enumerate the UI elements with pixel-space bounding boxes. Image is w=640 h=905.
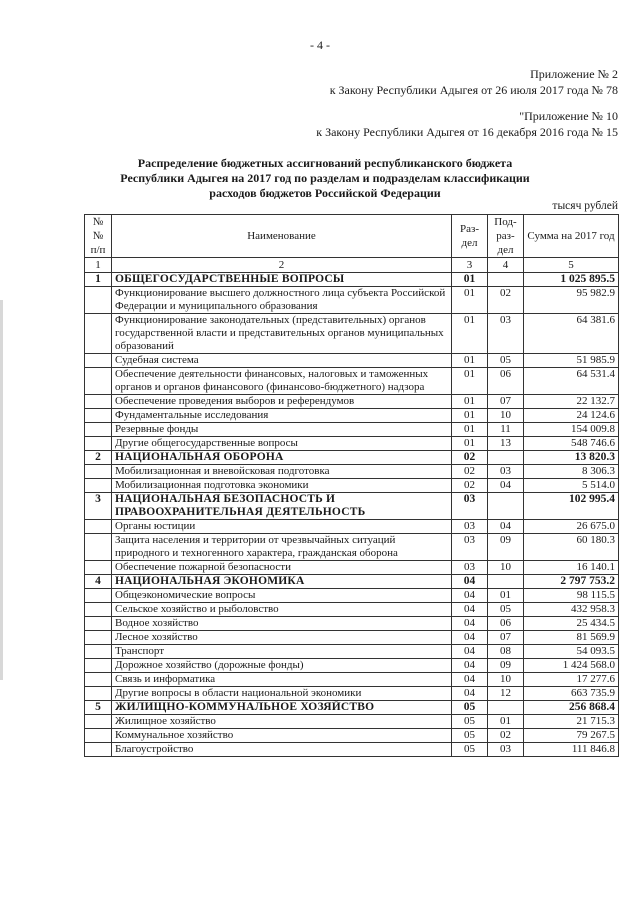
row-subsection-code: 09 [488, 534, 524, 561]
table-row [85, 314, 619, 354]
row-section-code: 01 [452, 395, 488, 409]
row-sum: 663 735.9 [524, 687, 619, 701]
row-name: НАЦИОНАЛЬНАЯ ОБОРОНА [112, 451, 452, 465]
row-number [85, 409, 112, 423]
row-sum: 1 025 895.5 [524, 273, 619, 287]
row-subsection-code: 05 [488, 354, 524, 368]
row-subsection-code: 10 [488, 561, 524, 575]
row-number [85, 314, 112, 354]
row-name: НАЦИОНАЛЬНАЯ БЕЗОПАСНОСТЬ И ПРАВООХРАНИТЕЛЬНАЯ ДЕЯТЕЛЬНОСТЬ [112, 493, 452, 520]
header-section: Раз- дел [452, 215, 488, 258]
row-sum: 60 180.3 [524, 534, 619, 561]
row-sum: 81 569.9 [524, 631, 619, 645]
row-number [85, 687, 112, 701]
row-subsection-code: 04 [488, 520, 524, 534]
budget-table [84, 214, 619, 757]
title-line-1: Распределение бюджетных ассигнований республиканского бюджета [137, 156, 513, 170]
row-name: Фундаментальные исследования [112, 409, 452, 423]
row-number [85, 631, 112, 645]
row-number [85, 395, 112, 409]
row-section-code: 03 [452, 534, 488, 561]
table-body [85, 273, 619, 757]
row-subsection-code: 06 [488, 368, 524, 395]
appendix-current-law: к Закону Республики Адыгея от 26 июля 2017 года № 78 [329, 83, 618, 97]
table-section-row [85, 493, 619, 520]
row-name: Судебная система [112, 354, 452, 368]
table-section-row [85, 273, 619, 287]
appendix-current-number: Приложение № 2 [530, 67, 618, 81]
table-header-row [85, 215, 619, 258]
units-label: тысяч рублей [552, 200, 618, 212]
table-row [85, 479, 619, 493]
row-number [85, 589, 112, 603]
table-section-row [85, 575, 619, 589]
row-number: 5 [85, 701, 112, 715]
row-number [85, 561, 112, 575]
table-index-row [85, 258, 619, 273]
table-row [85, 589, 619, 603]
row-section-code: 01 [452, 368, 488, 395]
row-number [85, 534, 112, 561]
table-row [85, 631, 619, 645]
row-name: Сельское хозяйство и рыболовство [112, 603, 452, 617]
row-name: ЖИЛИЩНО-КОММУНАЛЬНОЕ ХОЗЯЙСТВО [112, 701, 452, 715]
index-cell: 1 [85, 258, 112, 273]
row-section-code: 03 [452, 520, 488, 534]
appendix-reference-original [316, 108, 618, 140]
row-section-code: 01 [452, 354, 488, 368]
row-name: Общеэкономические вопросы [112, 589, 452, 603]
row-section-code: 05 [452, 729, 488, 743]
row-subsection-code: 10 [488, 409, 524, 423]
appendix-original-law: к Закону Республики Адыгея от 16 декабря 2016 года № 15 [316, 125, 618, 139]
row-name: ОБЩЕГОСУДАРСТВЕННЫЕ ВОПРОСЫ [112, 273, 452, 287]
table-section-row [85, 451, 619, 465]
table-row [85, 437, 619, 451]
row-name: Защита населения и территории от чрезвычайных ситуаций природного и техногенного характера, гражданская оборона [112, 534, 452, 561]
row-section-code: 01 [452, 423, 488, 437]
row-name: Другие вопросы в области национальной экономики [112, 687, 452, 701]
scan-edge-mark [0, 300, 3, 680]
row-subsection-code: 08 [488, 645, 524, 659]
table-row [85, 354, 619, 368]
table-row [85, 561, 619, 575]
row-sum: 432 958.3 [524, 603, 619, 617]
row-sum: 5 514.0 [524, 479, 619, 493]
row-name: Лесное хозяйство [112, 631, 452, 645]
row-section-code: 04 [452, 631, 488, 645]
row-name: Обеспечение проведения выборов и референдумов [112, 395, 452, 409]
row-name: Органы юстиции [112, 520, 452, 534]
table-row [85, 409, 619, 423]
row-subsection-code: 01 [488, 589, 524, 603]
row-section-code: 04 [452, 575, 488, 589]
row-name: НАЦИОНАЛЬНАЯ ЭКОНОМИКА [112, 575, 452, 589]
row-section-code: 03 [452, 561, 488, 575]
row-section-code: 01 [452, 437, 488, 451]
row-number: 2 [85, 451, 112, 465]
row-subsection-code: 03 [488, 314, 524, 354]
index-cell: 4 [488, 258, 524, 273]
row-subsection-code: 02 [488, 287, 524, 314]
row-number [85, 715, 112, 729]
row-number [85, 729, 112, 743]
index-cell: 2 [112, 258, 452, 273]
row-section-code: 05 [452, 743, 488, 757]
row-number: 4 [85, 575, 112, 589]
row-subsection-code: 09 [488, 659, 524, 673]
table-row [85, 534, 619, 561]
row-sum: 154 009.8 [524, 423, 619, 437]
row-section-code: 05 [452, 701, 488, 715]
row-number [85, 673, 112, 687]
row-subsection-code: 03 [488, 465, 524, 479]
table-row [85, 617, 619, 631]
row-number [85, 479, 112, 493]
row-number [85, 465, 112, 479]
table-row [85, 395, 619, 409]
row-sum: 26 675.0 [524, 520, 619, 534]
index-cell: 5 [524, 258, 619, 273]
row-subsection-code: 01 [488, 715, 524, 729]
row-subsection-code: 10 [488, 673, 524, 687]
row-number [85, 659, 112, 673]
table-row [85, 520, 619, 534]
table-row [85, 659, 619, 673]
row-subsection-code: 03 [488, 743, 524, 757]
row-section-code: 03 [452, 493, 488, 520]
appendix-original-number: "Приложение № 10 [519, 109, 618, 123]
row-subsection-code: 07 [488, 631, 524, 645]
row-sum: 24 124.6 [524, 409, 619, 423]
row-subsection-code [488, 575, 524, 589]
row-section-code: 05 [452, 715, 488, 729]
row-sum: 111 846.8 [524, 743, 619, 757]
row-name: Коммунальное хозяйство [112, 729, 452, 743]
row-number: 3 [85, 493, 112, 520]
row-name: Резервные фонды [112, 423, 452, 437]
row-name: Обеспечение деятельности финансовых, налоговых и таможенных органов и органов финансового (финансово-бюджетного) надзора [112, 368, 452, 395]
row-number [85, 603, 112, 617]
row-subsection-code [488, 451, 524, 465]
row-sum: 8 306.3 [524, 465, 619, 479]
table-row [85, 645, 619, 659]
row-sum: 1 424 568.0 [524, 659, 619, 673]
row-number [85, 617, 112, 631]
header-subsection: Под- раз- дел [488, 215, 524, 258]
row-sum: 16 140.1 [524, 561, 619, 575]
header-sum: Сумма на 2017 год [524, 215, 619, 258]
row-subsection-code [488, 493, 524, 520]
document-title [90, 156, 560, 201]
row-sum: 21 715.3 [524, 715, 619, 729]
title-line-2: Республики Адыгея на 2017 год по разделам и подразделам классификации [120, 171, 530, 185]
table-section-row [85, 701, 619, 715]
row-number [85, 437, 112, 451]
row-subsection-code: 04 [488, 479, 524, 493]
header-num: №№ п/п [85, 215, 112, 258]
row-number [85, 423, 112, 437]
row-sum: 22 132.7 [524, 395, 619, 409]
row-section-code: 04 [452, 645, 488, 659]
header-name: Наименование [112, 215, 452, 258]
row-section-code: 01 [452, 409, 488, 423]
row-section-code: 04 [452, 659, 488, 673]
row-section-code: 04 [452, 603, 488, 617]
row-section-code: 01 [452, 287, 488, 314]
table-row [85, 287, 619, 314]
row-name: Благоустройство [112, 743, 452, 757]
row-sum: 25 434.5 [524, 617, 619, 631]
row-number [85, 743, 112, 757]
table-row [85, 729, 619, 743]
row-section-code: 01 [452, 314, 488, 354]
index-cell: 3 [452, 258, 488, 273]
row-name: Жилищное хозяйство [112, 715, 452, 729]
row-name: Мобилизационная и вневойсковая подготовка [112, 465, 452, 479]
row-sum: 79 267.5 [524, 729, 619, 743]
row-number [85, 287, 112, 314]
table-row [85, 368, 619, 395]
row-sum: 17 277.6 [524, 673, 619, 687]
row-number [85, 645, 112, 659]
row-name: Транспорт [112, 645, 452, 659]
row-section-code: 01 [452, 273, 488, 287]
table-row [85, 687, 619, 701]
row-sum: 95 982.9 [524, 287, 619, 314]
row-sum: 102 995.4 [524, 493, 619, 520]
row-sum: 98 115.5 [524, 589, 619, 603]
table-row [85, 423, 619, 437]
table-row [85, 673, 619, 687]
page-number: - 4 - [310, 38, 330, 52]
row-sum: 54 093.5 [524, 645, 619, 659]
row-section-code: 04 [452, 589, 488, 603]
row-subsection-code: 07 [488, 395, 524, 409]
row-sum: 13 820.3 [524, 451, 619, 465]
row-name: Другие общегосударственные вопросы [112, 437, 452, 451]
row-section-code: 04 [452, 687, 488, 701]
appendix-reference-current [330, 66, 618, 98]
row-section-code: 04 [452, 617, 488, 631]
row-subsection-code [488, 701, 524, 715]
table-row [85, 715, 619, 729]
table-row [85, 603, 619, 617]
row-name: Функционирование законодательных (представительных) органов государственной власти и представительных органов муниципальных образований [112, 314, 452, 354]
row-name: Водное хозяйство [112, 617, 452, 631]
table-row [85, 743, 619, 757]
table-row [85, 465, 619, 479]
row-subsection-code: 11 [488, 423, 524, 437]
row-sum: 64 381.6 [524, 314, 619, 354]
row-sum: 51 985.9 [524, 354, 619, 368]
row-name: Мобилизационная подготовка экономики [112, 479, 452, 493]
row-sum: 2 797 753.2 [524, 575, 619, 589]
row-number [85, 520, 112, 534]
row-name: Связь и информатика [112, 673, 452, 687]
row-section-code: 02 [452, 479, 488, 493]
row-sum: 256 868.4 [524, 701, 619, 715]
row-number [85, 354, 112, 368]
row-subsection-code: 06 [488, 617, 524, 631]
title-line-3: расходов бюджетов Российской Федерации [209, 186, 441, 200]
row-subsection-code: 13 [488, 437, 524, 451]
row-section-code: 02 [452, 451, 488, 465]
row-subsection-code: 02 [488, 729, 524, 743]
row-subsection-code: 05 [488, 603, 524, 617]
row-section-code: 04 [452, 673, 488, 687]
row-name: Обеспечение пожарной безопасности [112, 561, 452, 575]
row-number: 1 [85, 273, 112, 287]
row-subsection-code: 12 [488, 687, 524, 701]
row-subsection-code [488, 273, 524, 287]
row-number [85, 368, 112, 395]
row-sum: 548 746.6 [524, 437, 619, 451]
row-name: Дорожное хозяйство (дорожные фонды) [112, 659, 452, 673]
row-name: Функционирование высшего должностного лица субъекта Российской Федерации и муниципального образования [112, 287, 452, 314]
row-section-code: 02 [452, 465, 488, 479]
row-sum: 64 531.4 [524, 368, 619, 395]
